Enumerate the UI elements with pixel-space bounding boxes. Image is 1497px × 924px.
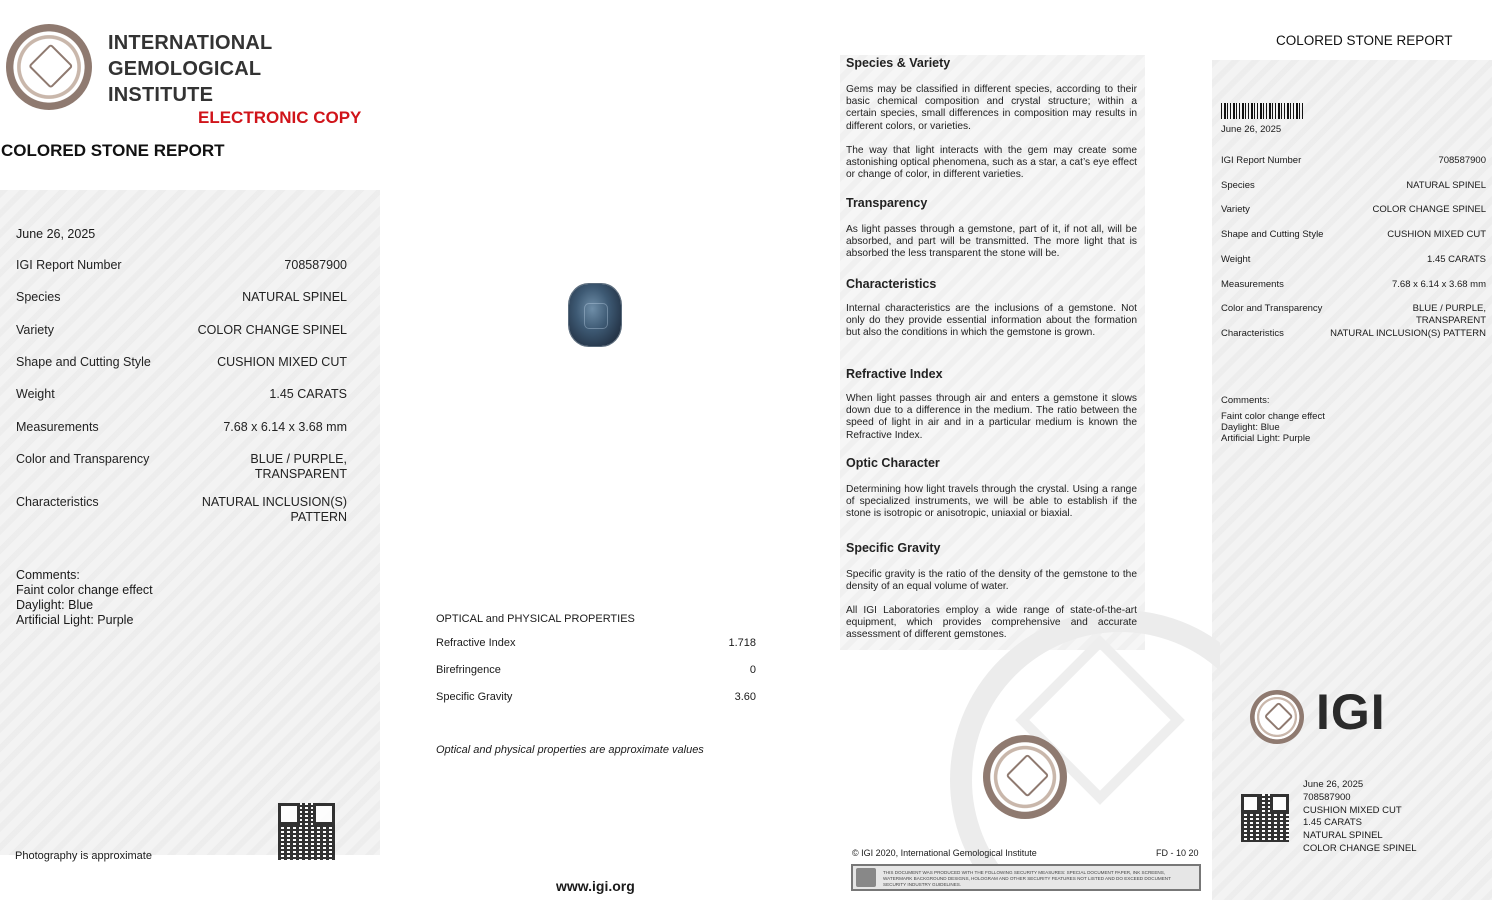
photo-note: Photography is approximate bbox=[15, 850, 152, 862]
section-text-laboratories: All IGI Laboratories employ a wide range of state-of-the-art equipment, which provides comprehensive and accurate assessment of different gemstones. bbox=[846, 605, 1137, 641]
qr-code-icon[interactable] bbox=[278, 803, 335, 860]
qr-code-icon[interactable] bbox=[1241, 794, 1289, 842]
gemstone-photo bbox=[569, 284, 621, 346]
section-text-refractive: When light passes through air and enters a gemstone it slows down due to a difference in the medium. The ratio between the speed of light in air and in a particular medium is known the Refractive Index. bbox=[846, 393, 1137, 441]
website-link[interactable]: www.igi.org bbox=[556, 878, 635, 894]
stub-comments: Comments: Faint color change effect Daylight: Blue Artificial Light: Purple bbox=[1221, 395, 1325, 444]
section-heading-transparency: Transparency bbox=[846, 196, 928, 210]
section-heading-optic: Optic Character bbox=[846, 456, 940, 470]
section-text-phenomena: The way that light interacts with the gem may create some astonishing optical phenomena, such as a star, a cat’s eye effect or change of color, in different varieties. bbox=[846, 145, 1137, 181]
section-text-gravity: Specific gravity is the ratio of the density of the gemstone to the density of an equal volume of water. bbox=[846, 569, 1137, 593]
report-title: COLORED STONE REPORT bbox=[1, 141, 225, 160]
form-code: FD - 10 20 bbox=[1156, 848, 1199, 858]
igi-seal-icon bbox=[983, 735, 1067, 819]
security-strip: THIS DOCUMENT WAS PRODUCED WITH THE FOLLOWING SECURITY MEASURES: SPECIAL DOCUMENT PAPER, INK SCREENS, WATERMARK BACKGROUND DESIGNS, HOLOGRAM AND OTHER SECURITY FEATURES NOT LISTED AND DO EXCEED DOCUMENT SECURITY INDUSTRY GUIDELINES. bbox=[851, 864, 1201, 891]
watermark-seal-icon bbox=[930, 550, 1220, 880]
section-heading-characteristics: Characteristics bbox=[846, 277, 937, 291]
org-name: INTERNATIONAL GEMOLOGICAL INSTITUTE bbox=[108, 32, 273, 106]
igi-logo: IGI bbox=[1316, 684, 1386, 740]
section-text-species: Gems may be classified in different species, according to their basic chemical composition and crystal structure; within a certain species, small differences in composition may results in different colors, or varieties. bbox=[846, 84, 1137, 132]
section-heading-refractive: Refractive Index bbox=[846, 367, 943, 381]
barcode-icon bbox=[1221, 103, 1305, 119]
report-date: June 26, 2025 bbox=[16, 227, 96, 241]
section-heading-species: Species & Variety bbox=[846, 56, 951, 70]
optical-note: Optical and physical properties are approximate values bbox=[436, 744, 704, 756]
section-text-characteristics: Internal characteristics are the inclusions of a gemstone. Not only do they provide essential information about the formation but also the conditions in which the gemstone is grown. bbox=[846, 303, 1137, 339]
section-text-optic: Determining how light travels through the crystal. Using a range of specialized instruments, we will be able to establish if the stone is isotropic or anisotropic, uniaxial or biaxial. bbox=[846, 484, 1137, 520]
igi-seal-icon bbox=[6, 24, 92, 110]
stub-title: COLORED STONE REPORT bbox=[1276, 33, 1453, 48]
igi-seal-icon bbox=[1250, 690, 1304, 744]
section-text-transparency: As light passes through a gemstone, part of it, if not all, will be absorbed, and part will be transmitted. The more light that is absorbed the less transparent the stone will be. bbox=[846, 224, 1137, 260]
stub-summary: June 26, 2025 708587900 CUSHION MIXED CUT 1.45 CARATS NATURAL SPINEL COLOR CHANGE SPINEL bbox=[1303, 779, 1417, 854]
lock-icon bbox=[856, 868, 876, 887]
copyright: © IGI 2020, International Gemological Institute bbox=[852, 848, 1037, 858]
section-heading-gravity: Specific Gravity bbox=[846, 541, 941, 555]
stub-date: June 26, 2025 bbox=[1221, 124, 1282, 135]
comments: Comments: Faint color change effect Daylight: Blue Artificial Light: Purple bbox=[16, 568, 153, 627]
electronic-copy-label: ELECTRONIC COPY bbox=[198, 108, 362, 127]
optical-title: OPTICAL and PHYSICAL PROPERTIES bbox=[436, 613, 635, 625]
